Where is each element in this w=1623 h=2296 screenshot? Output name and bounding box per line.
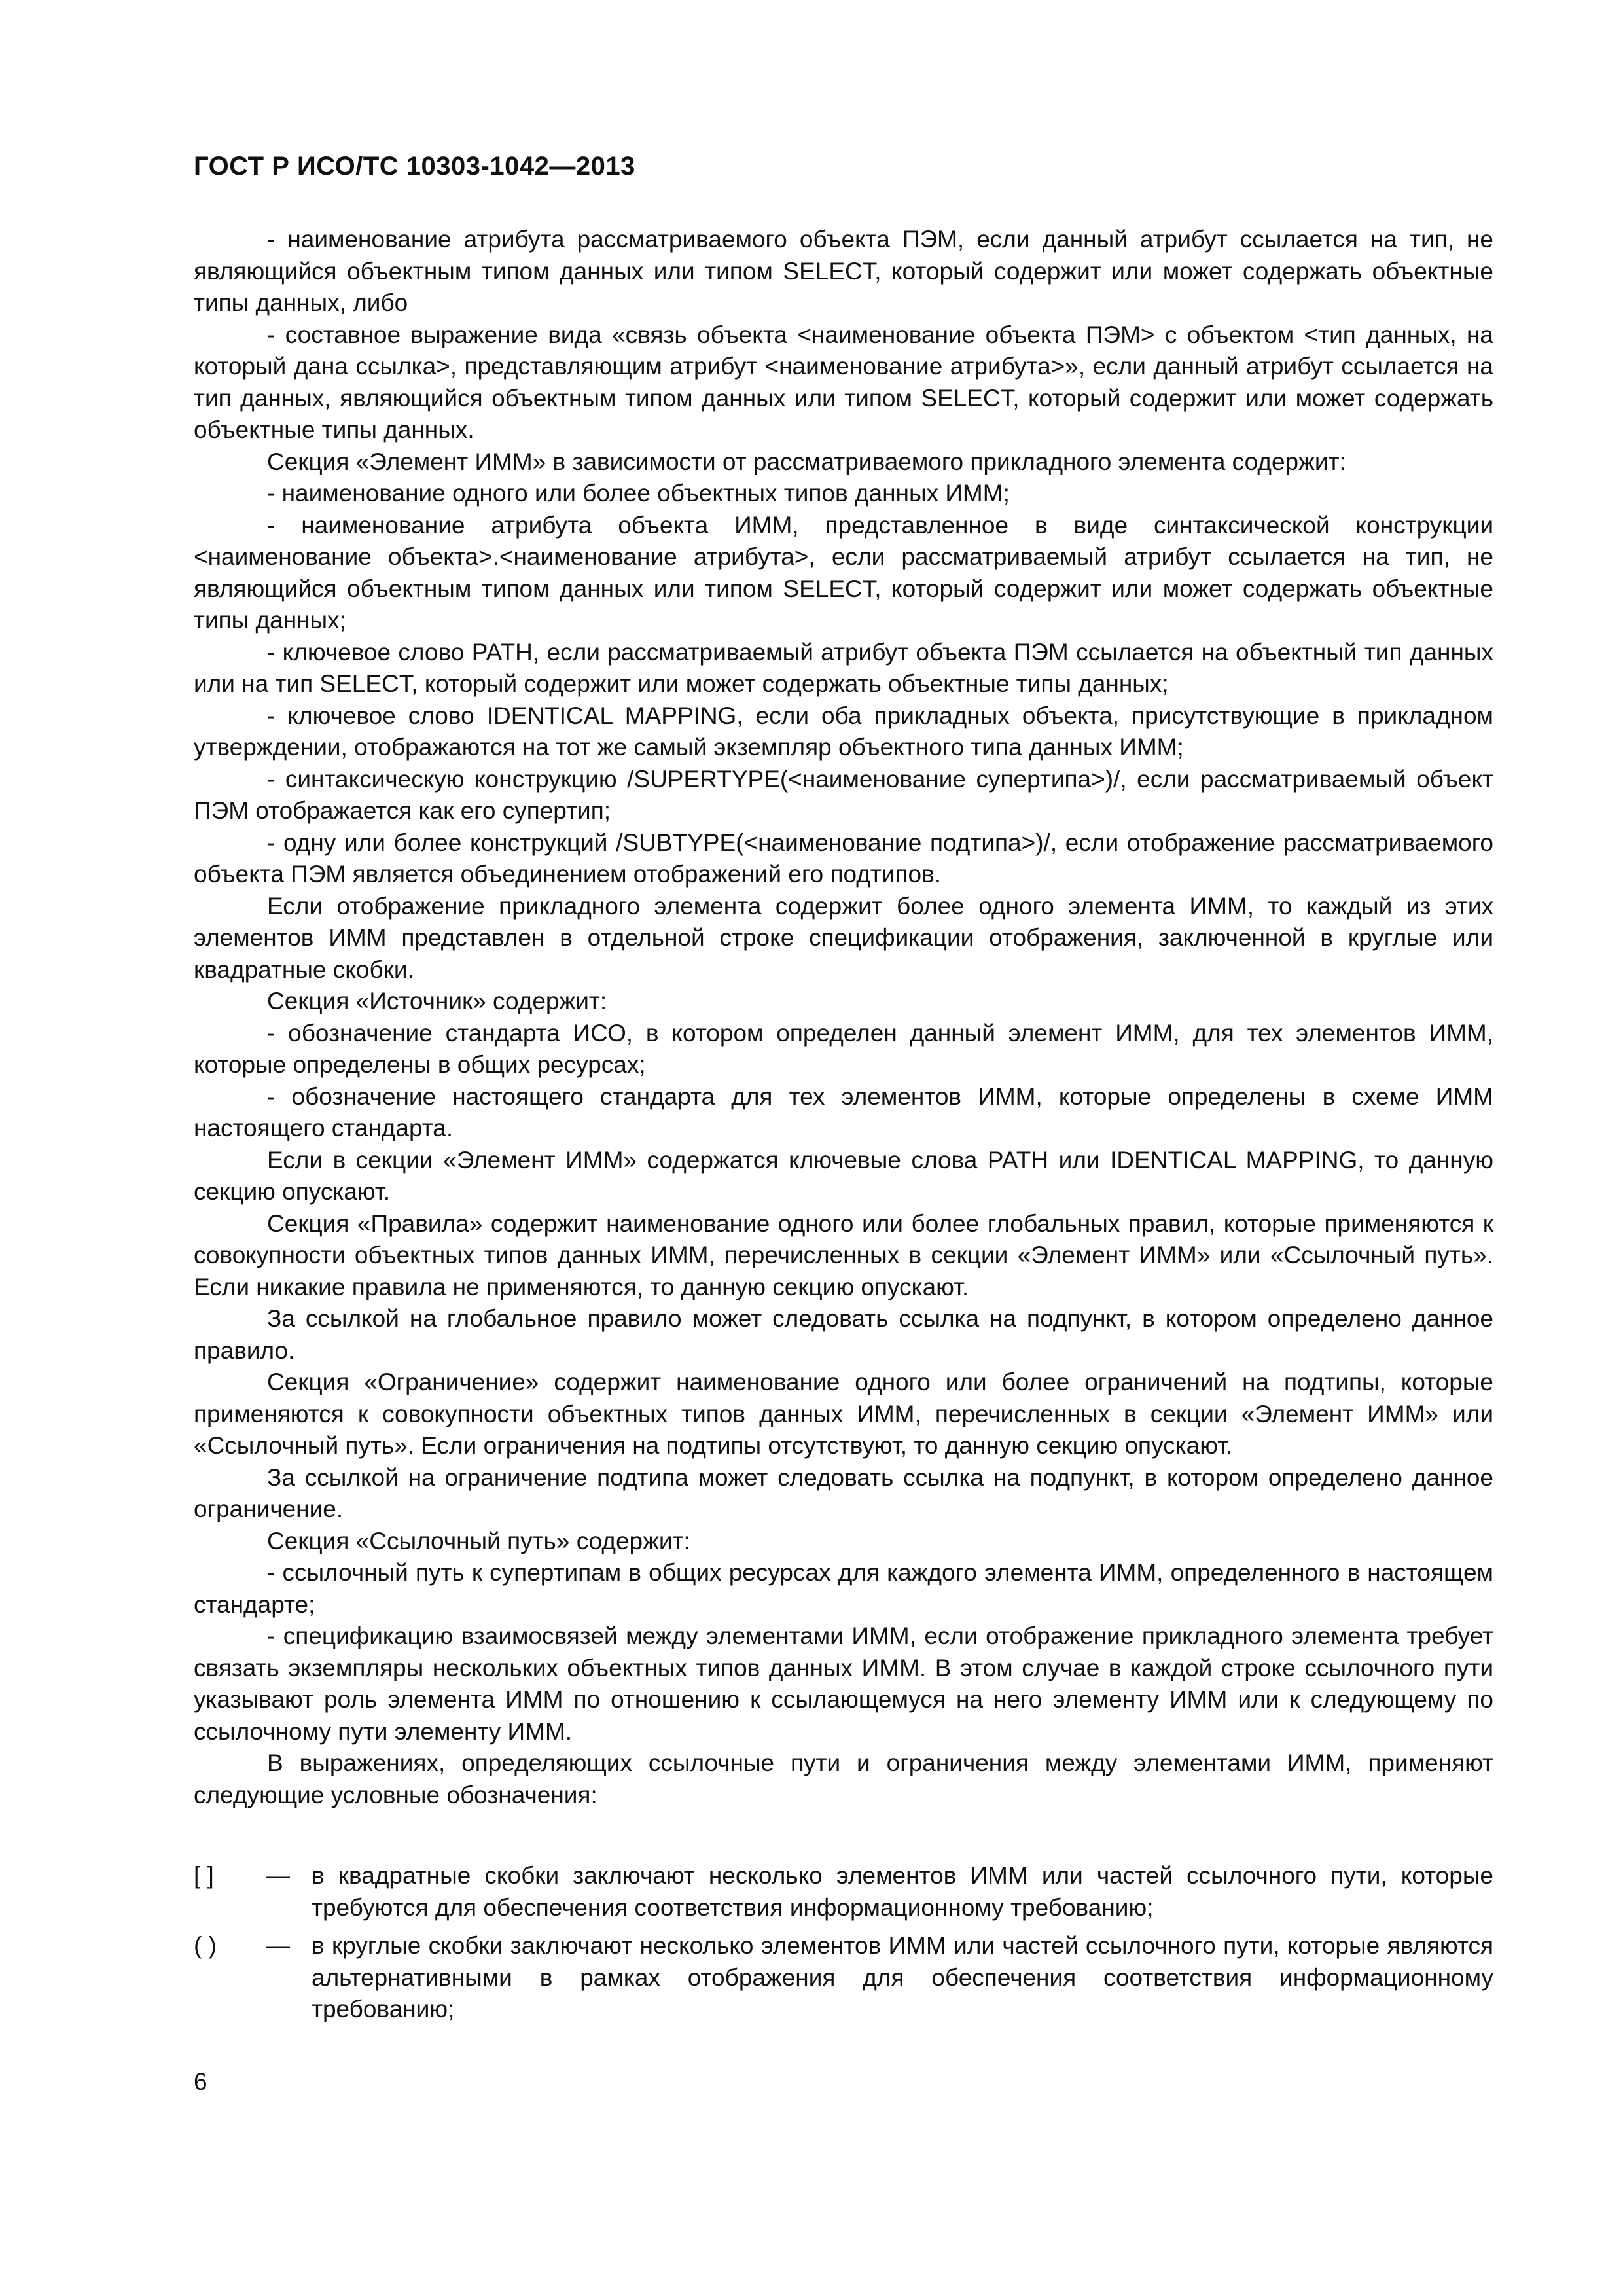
legend-text: в круглые скобки заключают несколько элементов ИММ или частей ссылочного пути, которые являются альтернативными в рамках отображения для обеспечения соответствия информационному требованию;: [312, 1932, 1493, 2022]
paragraph: - обозначение стандарта ИСО, в котором определен данный элемент ИММ, для тех элементов ИММ, которые определены в общих ресурсах;: [194, 1019, 1493, 1078]
paragraph: - ссылочный путь к супертипам в общих ресурсах для каждого элемента ИММ, определенного в настоящем стандарте;: [194, 1559, 1493, 1618]
document-header: ГОСТ Р ИСО/ТС 10303-1042—2013: [194, 152, 635, 181]
paragraph: - синтаксическую конструкцию /SUPERTYPE(<наименование супертипа>)/, если рассматриваемый объект ПЭМ отображается как его супертип;: [194, 765, 1493, 824]
legend-text: в квадратные скобки заключают несколько элементов ИММ или частей ссылочного пути, которые требуются для обеспечения соответствия информационному требованию;: [312, 1862, 1493, 1921]
paragraph: - наименование одного или более объектных типов данных ИММ;: [267, 480, 1010, 507]
paragraph: Секция «Ссылочный путь» содержит:: [267, 1527, 690, 1554]
paragraph: Если в секции «Элемент ИММ» содержатся ключевые слова PATH или IDENTICAL MAPPING, то данную секцию опускают.: [194, 1146, 1493, 1205]
paragraph: - наименование атрибута рассматриваемого объекта ПЭМ, если данный атрибут ссылается на тип, не являющийся объектным типом данных или типом SELECT, который содержит или может содержать объектные типы данных, либо: [194, 226, 1493, 316]
paragraph: Секция «Правила» содержит наименование одного или более глобальных правил, которые применяются к совокупности объектных типов данных ИММ, перечисленных в секции «Элемент ИММ» или «Ссылочный путь». Если никакие правила не применяются, то данную секцию опускают.: [194, 1210, 1493, 1300]
paragraph: За ссылкой на глобальное правило может следовать ссылка на подпункт, в котором определено данное правило.: [194, 1305, 1493, 1364]
paragraph: - одну или более конструкций /SUBTYPE(<наименование подтипа>)/, если отображение рассматриваемого объекта ПЭМ является объединением отображений его подтипов.: [194, 829, 1493, 888]
paragraph: Секция «Ограничение» содержит наименование одного или более ограничений на подтипы, которые применяются к совокупности объектных типов данных ИММ, перечисленных в секции «Элемент ИММ» или «Ссылочный путь». Если ограничения на подтипы отсутствуют, то данную секцию опускают.: [194, 1369, 1493, 1459]
legend-dash: —: [266, 1932, 290, 1959]
paragraph: - наименование атрибута объекта ИММ, представленное в виде синтаксической конструкции <наименование объекта>.<наименование атрибута>, если рассматриваемый атрибут ссылается на тип, не являющийся объектным типом данных или типом SELECT, который содержит или может содержать объектные типы данных;: [194, 511, 1493, 634]
legend-symbol: ( ): [194, 1932, 217, 1959]
body-text: [194, 224, 1493, 1811]
paragraph: Секция «Элемент ИММ» в зависимости от рассматриваемого прикладного элемента содержит:: [267, 448, 1346, 475]
legend-item: [194, 1860, 1493, 1924]
legend-dash: —: [266, 1862, 290, 1889]
paragraph: За ссылкой на ограничение подтипа может следовать ссылка на подпункт, в котором определено данное ограничение.: [194, 1463, 1493, 1522]
page-number: 6: [194, 2068, 207, 2095]
paragraph: - спецификацию взаимосвязей между элементами ИММ, если отображение прикладного элемента требует связать экземпляры нескольких объектных типов данных ИММ. В этом случае в каждой строке ссылочного пути указывают роль элемента ИММ по отношению к ссылающемуся на него элементу ИММ или к следующему по ссылочному пути элементу ИММ.: [194, 1623, 1493, 1745]
paragraph: Секция «Источник» содержит:: [267, 988, 607, 1014]
notation-legend: [194, 1860, 1493, 2032]
paragraph: - составное выражение вида «связь объекта <наименование объекта ПЭМ> с объектом <тип данных, на который дана ссылка>, представляющим атрибут <наименование атрибута>», если данный атрибут ссылается на тип данных, являющийся объектным типом данных или типом SELECT, который содержит или может содержать объектные типы данных.: [194, 321, 1493, 443]
paragraph: В выражениях, определяющих ссылочные пути и ограничения между элементами ИММ, применяют следующие условные обозначения:: [194, 1749, 1493, 1808]
legend-symbol: [ ]: [194, 1862, 214, 1889]
paragraph: - обозначение настоящего стандарта для тех элементов ИММ, которые определены в схеме ИММ настоящего стандарта.: [194, 1083, 1493, 1141]
paragraph: Если отображение прикладного элемента содержит более одного элемента ИММ, то каждый из этих элементов ИММ представлен в отдельной строке спецификации отображения, заключенной в круглые или квадратные скобки.: [194, 892, 1493, 983]
paragraph: - ключевое слово IDENTICAL MAPPING, если оба прикладных объекта, присутствующие в прикладном утверждении, отображаются на тот же самый экземпляр объектного типа данных ИММ;: [194, 702, 1493, 761]
paragraph: - ключевое слово PATH, если рассматриваемый атрибут объекта ПЭМ ссылается на объектный тип данных или на тип SELECT, который содержит или может содержать объектные типы данных;: [194, 638, 1493, 697]
legend-item: [194, 1930, 1493, 2026]
